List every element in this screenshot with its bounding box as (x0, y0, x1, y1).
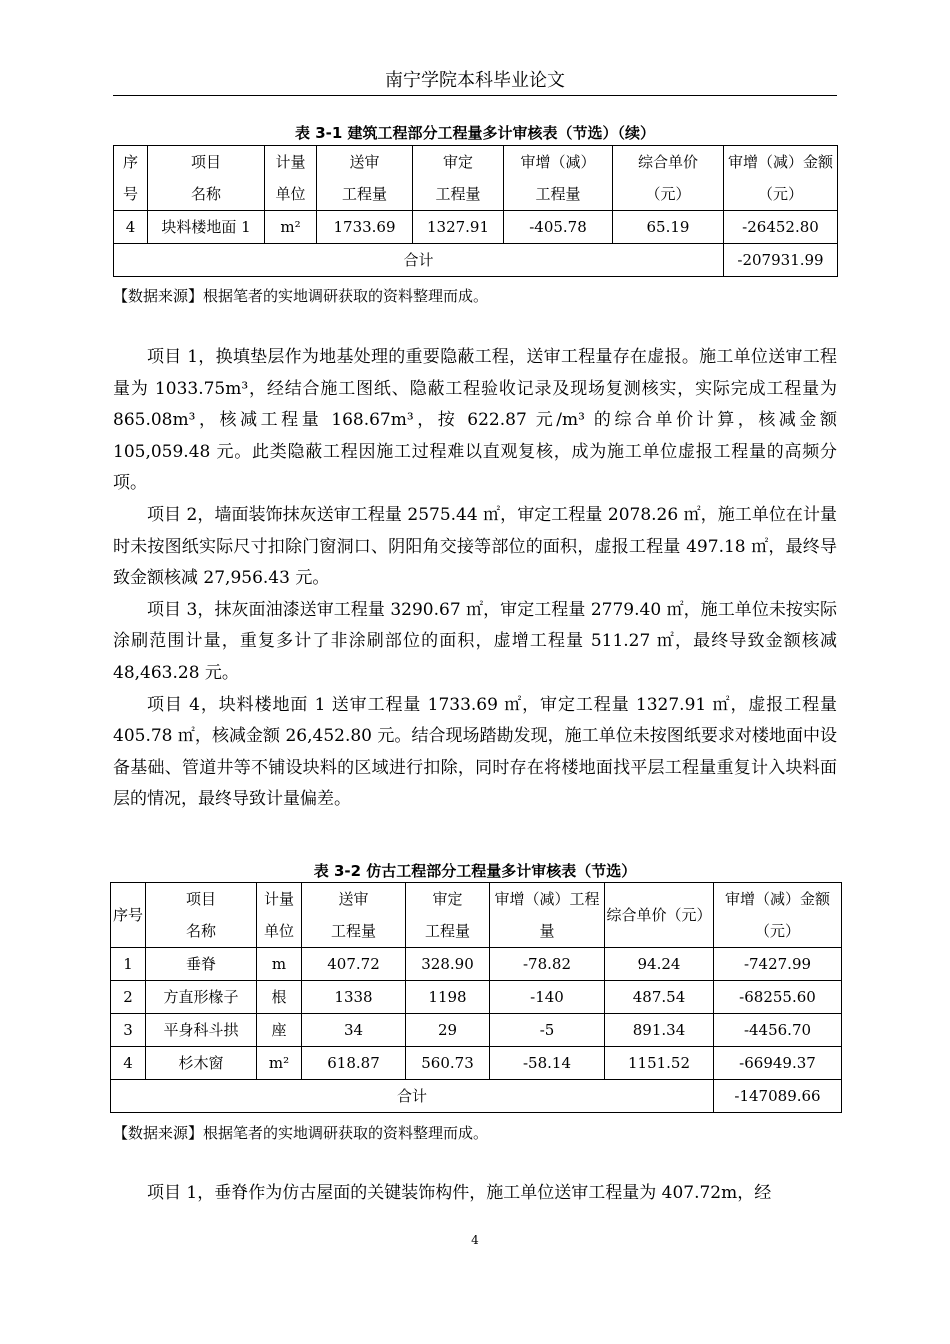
body-section-1 (113, 342, 837, 816)
cell-approved: 1327.91 (413, 211, 504, 244)
cell-name: 方直形椽子 (146, 981, 257, 1014)
table1-header-price: 综合单价 （元） (613, 146, 724, 211)
cell-seq: 4 (114, 211, 148, 244)
table1-header-amount: 审增（减）金额 （元） (724, 146, 838, 211)
cell-name: 平身科斗拱 (146, 1014, 257, 1047)
page-header: 南宁学院本科毕业论文 (385, 70, 565, 91)
table1 (113, 145, 838, 277)
cell-name: 杉木窗 (146, 1047, 257, 1080)
cell-diff: -5 (490, 1014, 605, 1047)
cell-price: 1151.52 (605, 1047, 714, 1080)
cell-approved: 560.73 (406, 1047, 490, 1080)
cell-diff: -58.14 (490, 1047, 605, 1080)
table2-header-approved: 审定 工程量 (406, 883, 490, 948)
table1-header-submitted: 送审 工程量 (317, 146, 413, 211)
cell-unit: 座 (257, 1014, 302, 1047)
body-section-2 (113, 1178, 837, 1210)
table2 (110, 882, 842, 1113)
cell-price: 94.24 (605, 948, 714, 981)
table1-header-unit: 计量 单位 (265, 146, 317, 211)
cell-amount: -66949.37 (714, 1047, 842, 1080)
cell-diff: -405.78 (504, 211, 613, 244)
total-amount: -147089.66 (714, 1080, 842, 1113)
cell-seq: 3 (111, 1014, 146, 1047)
table2-header-row (111, 883, 842, 948)
cell-submitted: 407.72 (302, 948, 406, 981)
table2-header-amount: 审增（减）金额 （元） (714, 883, 842, 948)
cell-unit: m² (257, 1047, 302, 1080)
paragraph: 项目 2，墙面装饰抹灰送审工程量 2575.44 ㎡，审定工程量 2078.26 ㎡，施工单位在计量时未按图纸实际尺寸扣除门窗洞口、阴阳角交接等部位的面积，虚报工程量 497.18 ㎡，最终导致金额核减 27,956.43 元。 (113, 504, 837, 589)
table-row (111, 1047, 842, 1080)
cell-amount: -7427.99 (714, 948, 842, 981)
total-label: 合计 (111, 1080, 714, 1113)
table1-caption: 表 3-1 建筑工程部分工程量多计审核表（节选）（续） (294, 124, 656, 142)
table1-header-seq: 序 号 (114, 146, 148, 211)
table-row (111, 1014, 842, 1047)
cell-amount: -4456.70 (714, 1014, 842, 1047)
cell-unit: m (257, 948, 302, 981)
cell-submitted: 1733.69 (317, 211, 413, 244)
table2-header-diff: 审增（减）工程 量 (490, 883, 605, 948)
paragraph: 项目 1，换填垫层作为地基处理的重要隐蔽工程，送审工程量存在虚报。施工单位送审工程量为 1033.75m³，经结合施工图纸、隐蔽工程验收记录及现场复测核实，实际完成工程量为 865.08m³，核减工程量 168.67m³，按 622.87 元/m³ 的综合单价计算，核减金额 105,059.48 元。此类隐蔽工程因施工过程难以直观复核，成为施工单位虚报工程量的高频分项。 (113, 347, 837, 494)
header-divider (113, 95, 837, 96)
cell-price: 487.54 (605, 981, 714, 1014)
cell-diff: -78.82 (490, 948, 605, 981)
cell-approved: 328.90 (406, 948, 490, 981)
cell-submitted: 34 (302, 1014, 406, 1047)
paragraph: 项目 3，抹灰面油漆送审工程量 3290.67 ㎡，审定工程量 2779.40 ㎡，施工单位未按实际涂刷范围计量，重复多计了非涂刷部位的面积，虚增工程量 511.27 ㎡，最终导致金额核减 48,463.28 元。 (113, 599, 837, 683)
table2-header-unit: 计量 单位 (257, 883, 302, 948)
cell-approved: 1198 (406, 981, 490, 1014)
cell-submitted: 1338 (302, 981, 406, 1014)
table2-header-seq: 序号 (111, 883, 146, 948)
table2-caption: 表 3-2 仿古工程部分工程量多计审核表（节选） (313, 862, 637, 880)
table1-source-note: 【数据来源】根据笔者的实地调研获取的资料整理而成。 (113, 287, 489, 305)
cell-price: 891.34 (605, 1014, 714, 1047)
cell-seq: 2 (111, 981, 146, 1014)
cell-price: 65.19 (613, 211, 724, 244)
table2-header-price: 综合单价（元） (605, 883, 714, 948)
table1-header-approved: 审定 工程量 (413, 146, 504, 211)
table1-header-item: 项目 名称 (148, 146, 265, 211)
paragraph: 项目 4，块料楼地面 1 送审工程量 1733.69 ㎡，审定工程量 1327.91 ㎡，虚报工程量 405.78 ㎡，核减金额 26,452.80 元。结合现场踏勘发现，施工单位未按图纸要求对楼地面中设备基础、管道井等不铺设块料的区域进行扣除，同时存在将楼地面找平层工程量重复计入块料面层的情况，最终导致计量偏差。 (113, 694, 837, 810)
table-row (111, 981, 842, 1014)
cell-approved: 29 (406, 1014, 490, 1047)
page-number: 4 (471, 1233, 479, 1247)
cell-unit: 根 (257, 981, 302, 1014)
table2-header-submitted: 送审 工程量 (302, 883, 406, 948)
cell-name: 垂脊 (146, 948, 257, 981)
total-label: 合计 (114, 244, 724, 277)
table2-source-note: 【数据来源】根据笔者的实地调研获取的资料整理而成。 (113, 1124, 489, 1142)
cell-unit: m² (265, 211, 317, 244)
cell-diff: -140 (490, 981, 605, 1014)
table-row (111, 948, 842, 981)
table1-total-row (114, 244, 838, 277)
paragraph: 项目 1，垂脊作为仿古屋面的关键装饰构件，施工单位送审工程量为 407.72m，经 (147, 1183, 772, 1203)
cell-seq: 1 (111, 948, 146, 981)
total-amount: -207931.99 (724, 244, 838, 277)
cell-name: 块料楼地面 1 (148, 211, 265, 244)
cell-amount: -68255.60 (714, 981, 842, 1014)
cell-seq: 4 (111, 1047, 146, 1080)
cell-amount: -26452.80 (724, 211, 838, 244)
table1-header-row (114, 146, 838, 211)
table2-header-item: 项目 名称 (146, 883, 257, 948)
table1-header-diff: 审增（减） 工程量 (504, 146, 613, 211)
table-row (114, 211, 838, 244)
table2-total-row (111, 1080, 842, 1113)
cell-submitted: 618.87 (302, 1047, 406, 1080)
